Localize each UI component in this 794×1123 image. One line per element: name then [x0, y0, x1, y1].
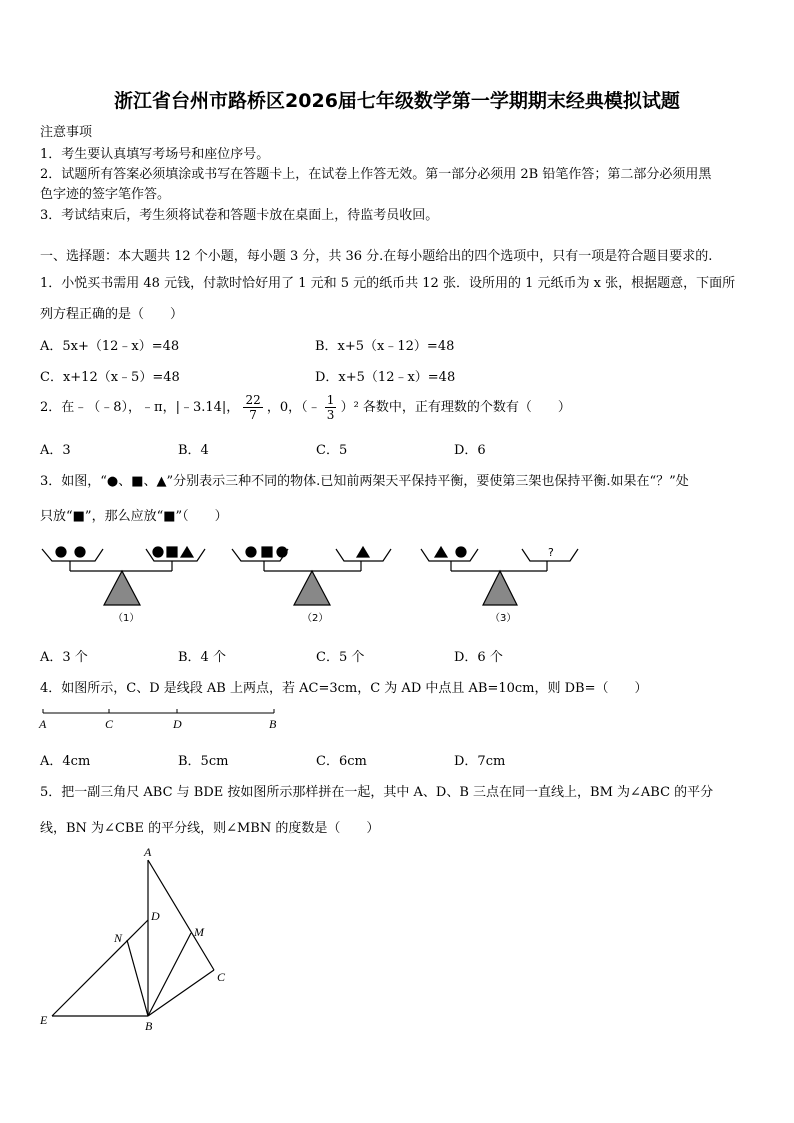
q5-stem-line2: 线，BN 为∠CBE 的平分线，则∠MBN 的度数是（ ） — [40, 821, 380, 836]
q2-option-b: B．4 — [178, 443, 209, 458]
q3-question-mark: ? — [548, 546, 554, 559]
q3-option-d: D．6 个 — [454, 650, 503, 665]
q2-option-a: A．3 — [40, 443, 71, 458]
notice-item-2-cont: 色字迹的签字笔作答。 — [40, 187, 171, 202]
balance-scale-3 — [421, 547, 578, 605]
q2-fraction-22-7 — [243, 393, 262, 422]
segment-label-d: D — [173, 717, 182, 731]
q4-stem: 4．如图所示，C、D 是线段 AB 上两点，若 AC=3cm，C 为 AD 中点且 AB=10cm，则 DB=（ ） — [40, 681, 648, 696]
segment-label-a: A — [39, 717, 47, 731]
q2-fraction-1-3 — [325, 393, 337, 422]
q5-stem-line1: 5．把一副三角尺 ABC 与 BDE 按如图所示那样拼在一起，其中 A、D、B 三点在同一直线上，BM 为∠ABC 的平分 — [40, 785, 714, 800]
segment-label-c: C — [105, 717, 114, 731]
q3-figure-label-2: （2） — [302, 613, 329, 624]
q4-option-c: C．6cm — [316, 754, 367, 769]
q4-option-a: A．4cm — [40, 754, 91, 769]
q1-stem-line1: 1．小悦买书需用 48 元钱，付款时恰好用了 1 元和 5 元的纸币共 12 张．设所用的 1 元纸币为 x 张，根据题意，下面所 — [40, 276, 736, 291]
q2-option-d: D．6 — [454, 443, 486, 458]
fig-label-a: A — [144, 845, 152, 859]
q2-frac1-num: 22 — [245, 393, 261, 407]
q4-option-d: D．7cm — [454, 754, 506, 769]
q2-frac1-den: 7 — [249, 408, 257, 422]
q3-stem-line1: 3．如图，“●、■、▲”分别表示三种不同的物体.已知前两架天平保持平衡，要使第三架也保持平衡.如果在“？”处 — [40, 474, 689, 489]
q3-option-c: C．5 个 — [316, 650, 365, 665]
q3-figure-label-3: （3） — [490, 613, 517, 624]
section-heading: 一、选择题：本大题共 12 个小题，每小题 3 分，共 36 分.在每小题给出的四个选项中，只有一项是符合题目要求的. — [40, 249, 713, 264]
q3-option-b: B．4 个 — [178, 650, 226, 665]
segment-label-b: B — [269, 717, 277, 731]
balance-scale-1 — [42, 547, 205, 605]
q2-suffix: ）² 各数中，正有理数的个数有（ ） — [340, 400, 571, 415]
q2-prefix: 2．在﹣（﹣8），﹣π，|﹣3.14|， — [40, 400, 240, 415]
q1-option-b: B．x+5（x﹣12）=48 — [315, 339, 455, 354]
triangles-figure — [0, 840, 300, 1040]
q3-option-a: A．3 个 — [40, 650, 88, 665]
q2-stem — [40, 392, 571, 424]
fig-label-e: E — [40, 1013, 48, 1027]
notice-item-2: 2．试题所有答案必须填涂或书写在答题卡上，在试卷上作答无效。第一部分必须用 2B 铅笔作答；第二部分必须用黑 — [40, 167, 712, 182]
q2-frac2-den: 3 — [326, 408, 335, 422]
q3-stem-line2: 只放“■”，那么应放“■”（ ） — [40, 509, 228, 524]
page-title: 浙江省台州市路桥区2026届七年级数学第一学期期末经典模拟试题 — [114, 90, 680, 112]
q1-option-d: D．x+5（12﹣x）=48 — [315, 370, 456, 385]
fig-label-d: D — [151, 909, 160, 923]
q1-stem-line2: 列方程正确的是（ ） — [40, 307, 184, 322]
notice-item-1: 1．考生要认真填写考场号和座位序号。 — [40, 147, 270, 162]
q1-option-a: A．5x+（12﹣x）=48 — [40, 339, 180, 354]
q1-option-c: C．x+12（x﹣5）=48 — [40, 370, 180, 385]
q2-option-c: C．5 — [316, 443, 348, 458]
fig-label-m: M — [194, 925, 204, 939]
balance-scales-figure — [0, 535, 794, 630]
fig-label-c: C — [217, 970, 226, 984]
q2-mid: ，0，（﹣ — [266, 400, 321, 415]
q3-figure-label-1: （1） — [113, 613, 140, 624]
segment-figure — [0, 700, 794, 740]
notice-item-3: 3．考试结束后，考生须将试卷和答题卡放在桌面上，待监考员收回。 — [40, 208, 439, 223]
balance-scale-2 — [232, 547, 391, 605]
q2-frac2-num: 1 — [326, 393, 335, 407]
notice-heading: 注意事项 — [40, 125, 93, 140]
fig-label-b: B — [145, 1019, 153, 1033]
q4-option-b: B．5cm — [178, 754, 229, 769]
fig-label-n: N — [114, 931, 123, 945]
